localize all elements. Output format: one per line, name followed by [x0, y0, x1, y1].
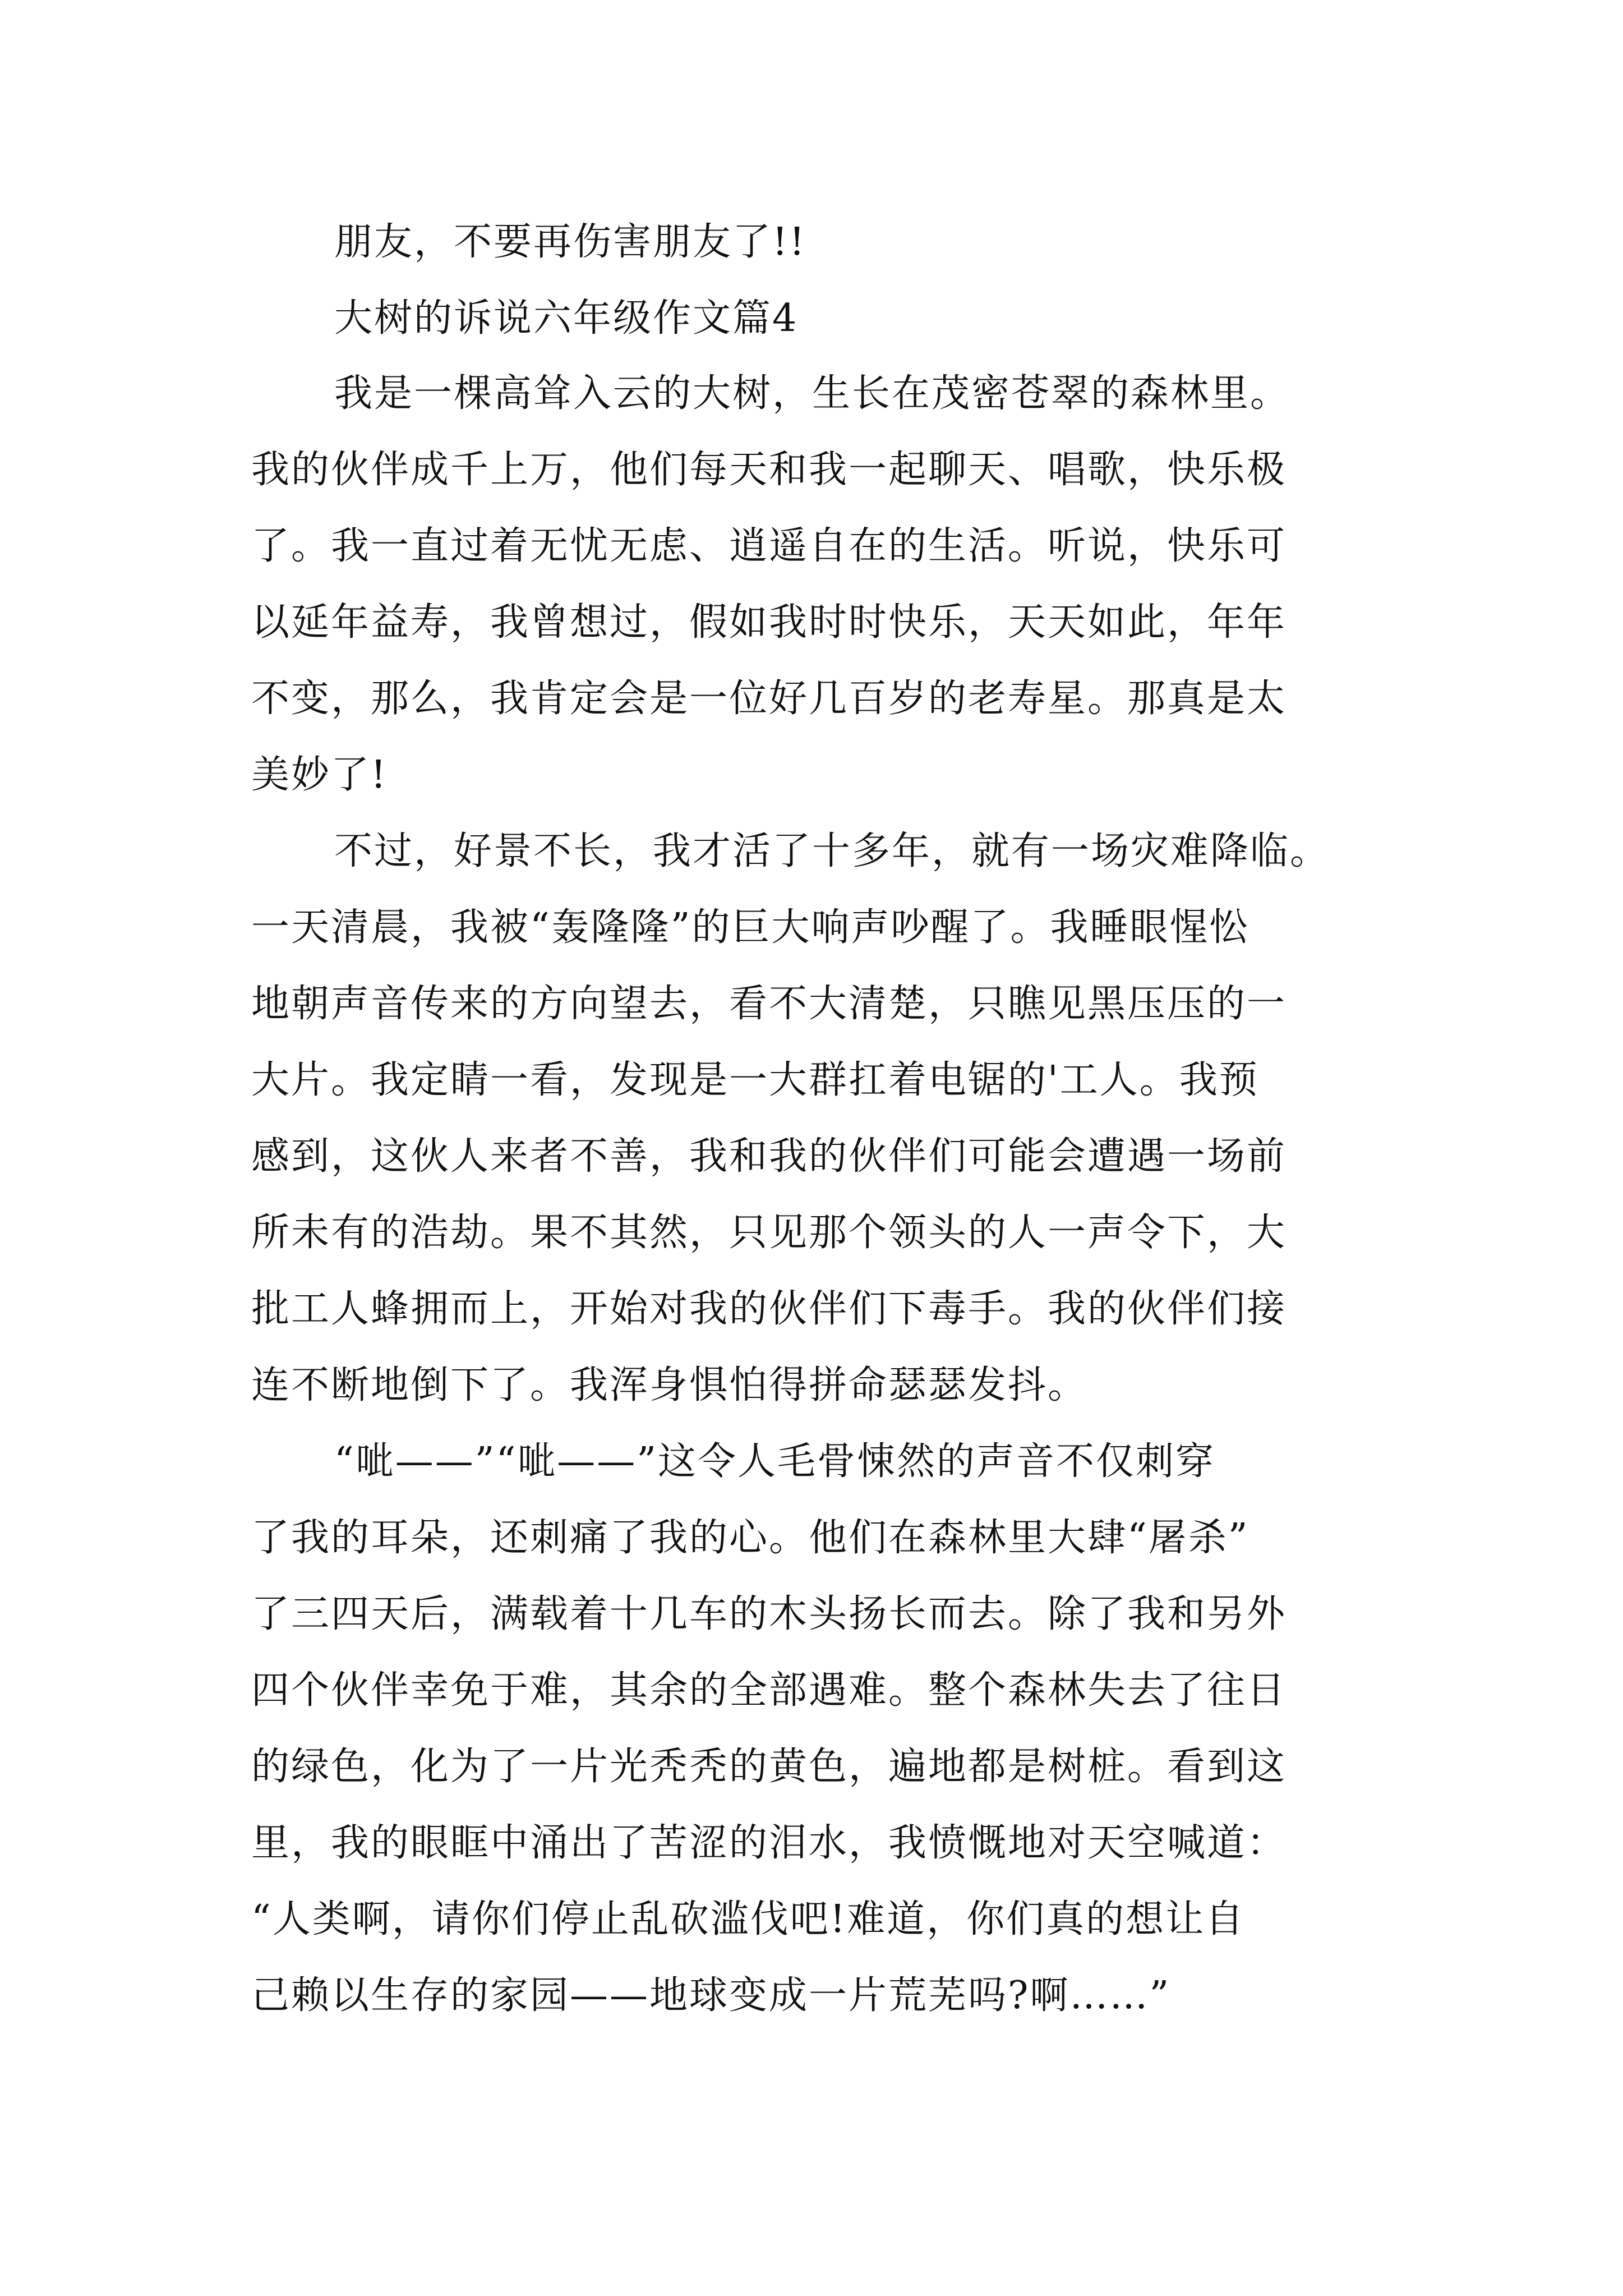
text-line: 批工人蜂拥而上，开始对我的伙伴们下毒手。我的伙伴们接 [251, 1287, 1287, 1331]
text-line: 地朝声音传来的方向望去，看不大清楚，只瞧见黑压压的一 [251, 982, 1287, 1026]
text-line: 大片。我定睛一看，发现是一大群扛着电锯的'工人。我预 [251, 1058, 1259, 1102]
text-line: 了。我一直过着无忧无虑、逍遥自在的生活。听说，快乐可 [251, 524, 1287, 568]
text-line: 一天清晨，我被“轰隆隆”的巨大响声吵醒了。我睡眼惺忪 [251, 905, 1249, 950]
text-line: 朋友，不要再伤害朋友了!! [334, 220, 806, 264]
text-line: 了我的耳朵，还刺痛了我的心。他们在森林里大肆“屠杀” [251, 1516, 1249, 1560]
paragraph-first-line: “呲——”“呲——”这令人毛骨悚然的声音不仅刺穿 [334, 1439, 1216, 1484]
text-line: 以延年益寿，我曾想过，假如我时时快乐，天天如此，年年 [251, 600, 1287, 645]
text-line: 我的伙伴成千上万，他们每天和我一起聊天、唱歌，快乐极 [251, 448, 1287, 492]
text-line: 己赖以生存的家园——地球变成一片荒芜吗?啊……” [251, 1973, 1171, 2018]
text-line: 的绿色，化为了一片光秃秃的黄色，遍地都是树桩。看到这 [251, 1745, 1287, 1789]
text-line: 四个伙伴幸免于难，其余的全部遇难。整个森林失去了往日 [251, 1668, 1287, 1713]
text-line: 连不断地倒下了。我浑身惧怕得拼命瑟瑟发抖。 [251, 1363, 1088, 1407]
paragraph-first-line: 不过，好景不长，我才活了十多年，就有一场灾难降临。 [334, 829, 1330, 873]
text-line: 所未有的浩劫。果不其然，只见那个领头的人一声令下，大 [251, 1211, 1287, 1255]
text-line: 美妙了! [251, 753, 388, 797]
text-line: 了三四天后，满载着十几车的木头扬长而去。除了我和另外 [251, 1592, 1287, 1636]
paragraph-first-line: 我是一棵高耸入云的大树，生长在茂密苍翠的森林里。 [334, 371, 1290, 416]
text-line: “人类啊，请你们停止乱砍滥伐吧!难道，你们真的想让自 [251, 1897, 1246, 1941]
text-line: 感到，这伙人来者不善，我和我的伙伴们可能会遭遇一场前 [251, 1134, 1287, 1179]
text-line: 不变，那么，我肯定会是一位好几百岁的老寿星。那真是太 [251, 677, 1287, 721]
text-line: 里，我的眼眶中涌出了苦涩的泪水，我愤慨地对天空喊道： [251, 1821, 1287, 1865]
section-heading: 大树的诉说六年级作文篇4 [334, 296, 799, 341]
